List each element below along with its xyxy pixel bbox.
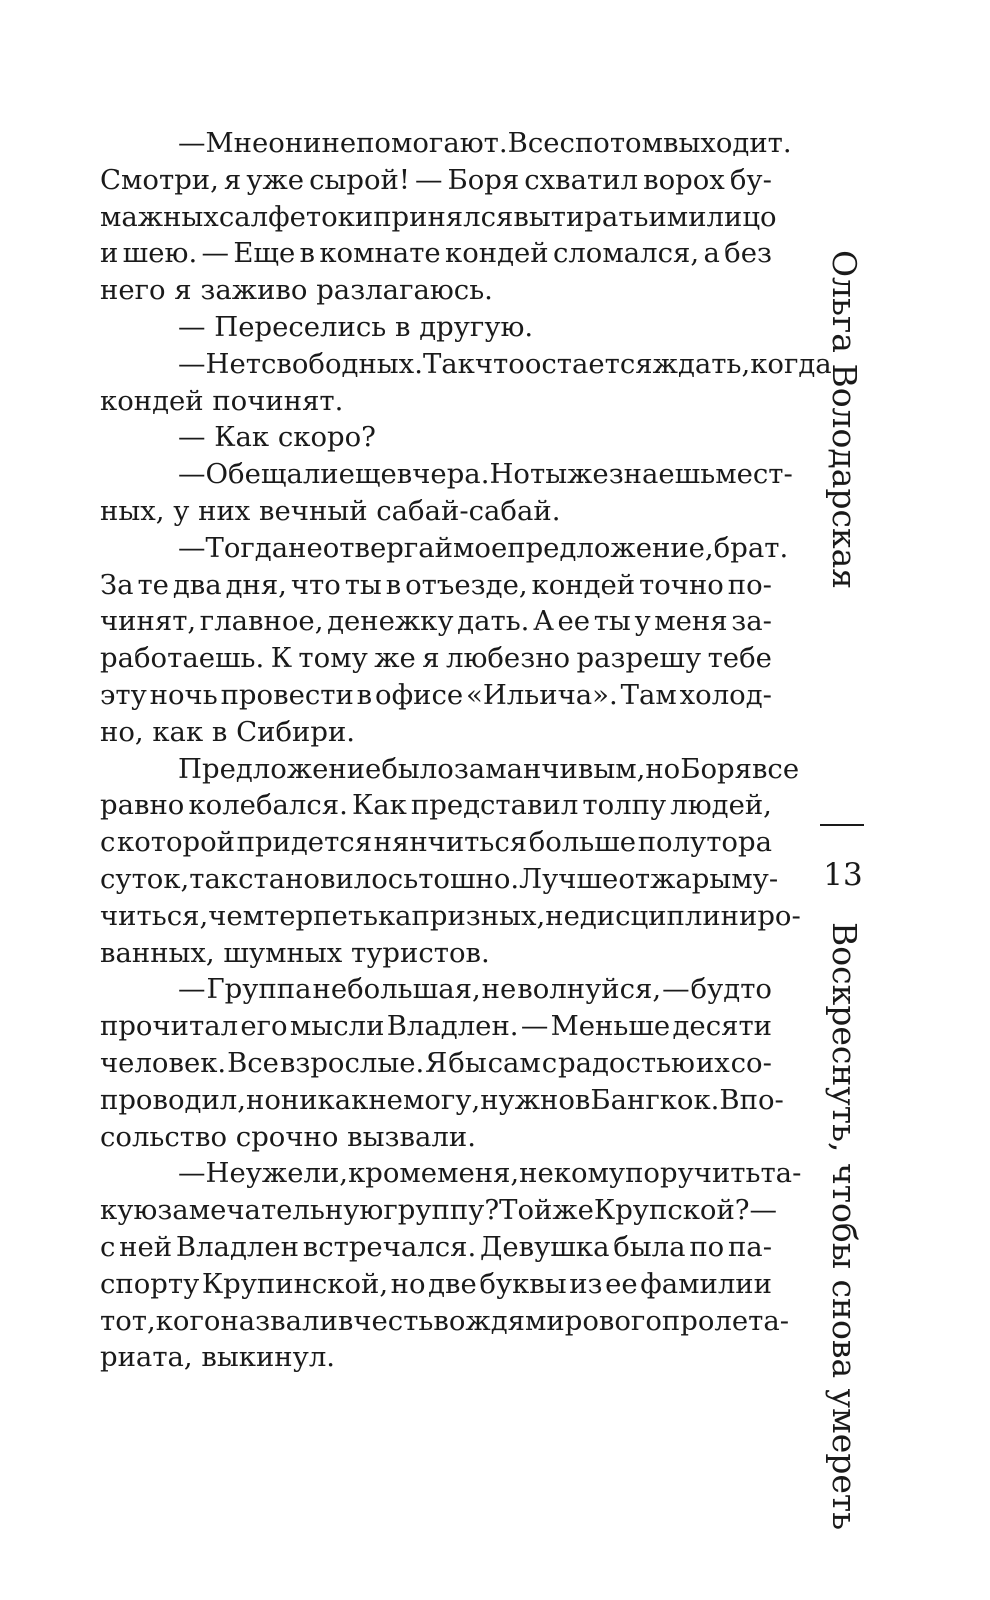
text-line: с которой придется нянчиться больше полутора (100, 826, 772, 859)
text-line: — Обещали еще вчера. Но ты же знаешь мест- (178, 458, 793, 491)
text-line: — Неужели, кроме меня, некому поручить та- (178, 1157, 802, 1190)
body-text (100, 125, 832, 1376)
text-line: — Мне они не помогают. Все с потом выходит. (178, 127, 792, 159)
text-line: чинят, главное, денежку дать. А ее ты у меня за- (100, 605, 772, 638)
text-line: читься, чем терпеть капризных, недисциплиниро- (100, 899, 801, 932)
text-line: кондей починят. (100, 384, 344, 417)
running-head (818, 250, 868, 1531)
text-line: эту ночь провести в офисе «Ильича». Там холод- (100, 678, 772, 711)
text-line: и шею. — Еще в комнате кондей сломался, а без (100, 237, 772, 270)
text-line: — Нет свободных. Так что остается ждать, когда (178, 347, 832, 380)
text-line: Предложение было заманчивым, но Боря все (178, 752, 800, 785)
text-line: ных, у них вечный сабай-сабай. (100, 494, 561, 527)
text-line: — Как скоро? (178, 421, 376, 454)
text-line: работаешь. К тому же я любезно разрешу тебе (100, 642, 772, 675)
text-line: суток, так становилось тошно. Лучше от жары му- (100, 862, 779, 895)
text-line: проводил, но никак не могу, нужно в Бангкок. В по- (100, 1083, 784, 1116)
text-line: — Переселись в другую. (178, 310, 534, 343)
page-number: 13 (823, 857, 863, 893)
text-line: кую замечательную группу? Той же Крупской? — (100, 1194, 778, 1227)
running-head-author: Ольга Володарская (825, 250, 864, 590)
text-line: прочитал его мысли Владлен. — Меньше десяти (100, 1010, 772, 1043)
text-line: — Группа небольшая, не волнуйся, — будто (178, 973, 772, 1006)
text-line: него я заживо разлагаюсь. (100, 274, 493, 307)
text-line: — Тогда не отвергай мое предложение, брат. (178, 531, 789, 564)
text-line: Смотри, я уже сырой! — Боря схватил ворох бу- (100, 163, 772, 196)
text-line: но, как в Сибири. (100, 715, 356, 748)
text-line: сольство срочно вызвали. (100, 1120, 476, 1153)
text-line: равно колебался. Как представил толпу людей, (100, 789, 772, 822)
text-line: с ней Владлен встречался. Девушка была по па- (100, 1230, 772, 1263)
text-line: тот, кого назвали в честь вождя мирового пролета- (100, 1304, 790, 1337)
text-line: мажных салфеток и принялся вытирать ими лицо (100, 200, 777, 233)
text-line: ванных, шумных туристов. (100, 936, 490, 969)
text-line: человек. Все взрослые. Я бы сам с радостью их со- (100, 1046, 772, 1079)
running-head-divider (820, 824, 864, 826)
text-line: спорту Крупинской, но две буквы из ее фамилии (100, 1267, 772, 1300)
running-head-book-title: Воскреснуть, чтобы снова умереть (825, 922, 864, 1531)
text-line: За те два дня, что ты в отъезде, кондей точно по- (100, 568, 772, 601)
text-line: риата, выкинул. (100, 1341, 336, 1374)
